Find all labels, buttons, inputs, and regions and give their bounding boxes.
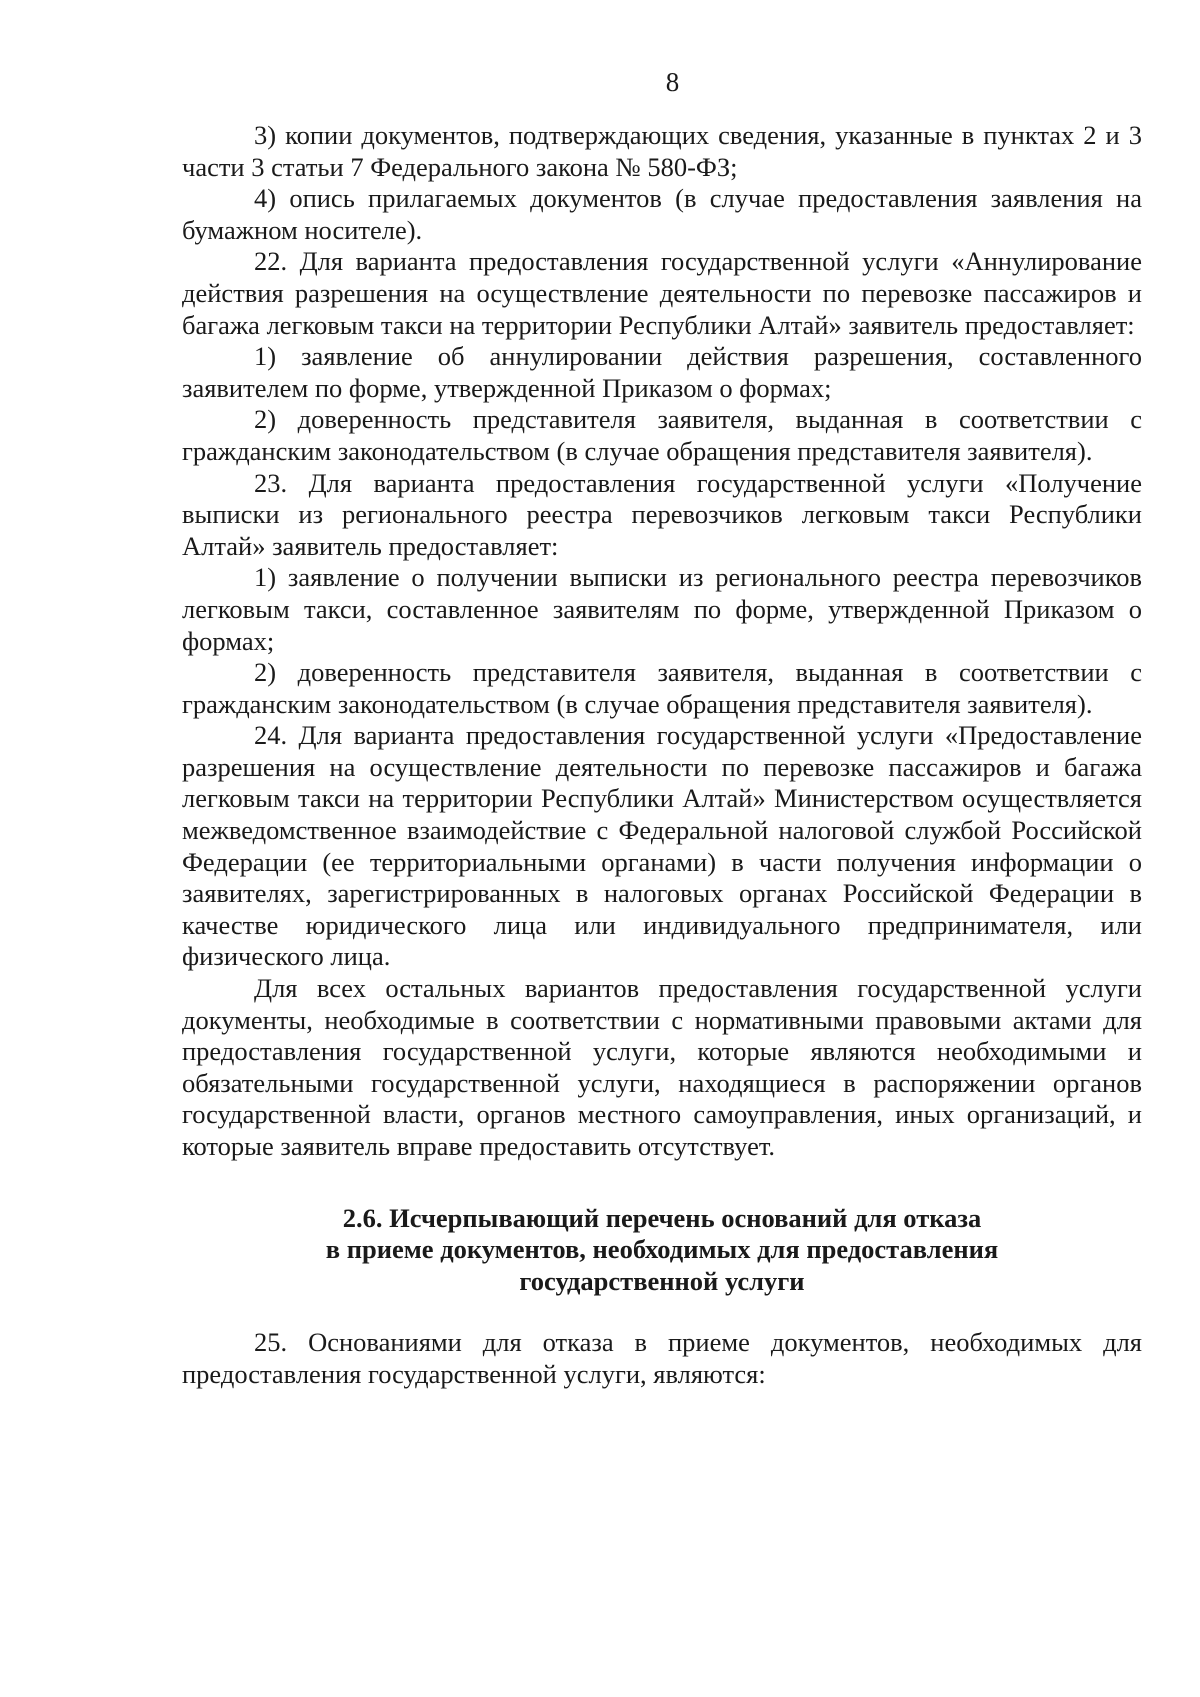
document-body: [182, 120, 1142, 1391]
paragraph-23-item-2: 2) доверенность представителя заявителя, выданная в соответствии с гражданским законодательством (в случае обращения представителя заявителя).: [182, 657, 1142, 719]
paragraph-other-variants: Для всех остальных вариантов предоставления государственной услуги документы, необходимые в соответствии с нормативными правовыми актами для предоставления государственной услуги, которые являются необходимыми и обязательными государственной услуги, находящиеся в распоряжении органов государственной власти, органов местного самоуправления, иных организаций, и которые заявитель вправе предоставить отсутствует.: [182, 973, 1142, 1161]
section-heading-2-6: [182, 1203, 1142, 1298]
paragraph-25: 25. Основаниями для отказа в приеме документов, необходимых для предоставления государственной услуги, являются:: [182, 1327, 1142, 1389]
section-heading-line-2: в приеме документов, необходимых для предоставления: [325, 1234, 999, 1265]
paragraph-22: 22. Для варианта предоставления государственной услуги «Аннулирование действия разрешения на осуществление деятельности по перевозке пассажиров и багажа легковым такси на территории Республики Алтай» заявитель предоставляет:: [182, 246, 1142, 340]
paragraph-24: 24. Для варианта предоставления государственной услуги «Предоставление разрешения на осуществление деятельности по перевозке пассажиров и багажа легковым такси на территории Республики Алтай» Министерством осуществляется межведомственное взаимодействие с Федеральной налоговой службой Российской Федерации (ее территориальными органами) в части получения информации о заявителях, зарегистрированных в налоговых органах Российской Федерации в качестве юридического лица или индивидуального предпринимателя, или физического лица.: [182, 720, 1142, 972]
paragraph-23: 23. Для варианта предоставления государственной услуги «Получение выписки из регионального реестра перевозчиков легковым такси Республики Алтай» заявитель предоставляет:: [182, 467, 1142, 561]
page-number: 8: [665, 67, 680, 97]
paragraph-22-item-2: 2) доверенность представителя заявителя, выданная в соответствии с гражданским законодательством (в случае обращения представителя заявителя).: [182, 404, 1142, 466]
paragraph-23-item-1: 1) заявление о получении выписки из регионального реестра перевозчиков легковым такси, составленное заявителям по форме, утвержденной Приказом о формах;: [182, 562, 1142, 656]
section-heading-line-1: 2.6. Исчерпывающий перечень оснований для отказа: [342, 1202, 982, 1233]
paragraph-item-3-copies: 3) копии документов, подтверждающих сведения, указанные в пунктах 2 и 3 части 3 статьи 7 Федерального закона № 580-ФЗ;: [182, 120, 1142, 182]
paragraph-22-item-1: 1) заявление об аннулировании действия разрешения, составленного заявителем по форме, утвержденной Приказом о формах;: [182, 341, 1142, 403]
paragraph-item-4-inventory: 4) опись прилагаемых документов (в случае предоставления заявления на бумажном носителе).: [182, 183, 1142, 245]
section-heading-line-3: государственной услуги: [519, 1265, 805, 1296]
